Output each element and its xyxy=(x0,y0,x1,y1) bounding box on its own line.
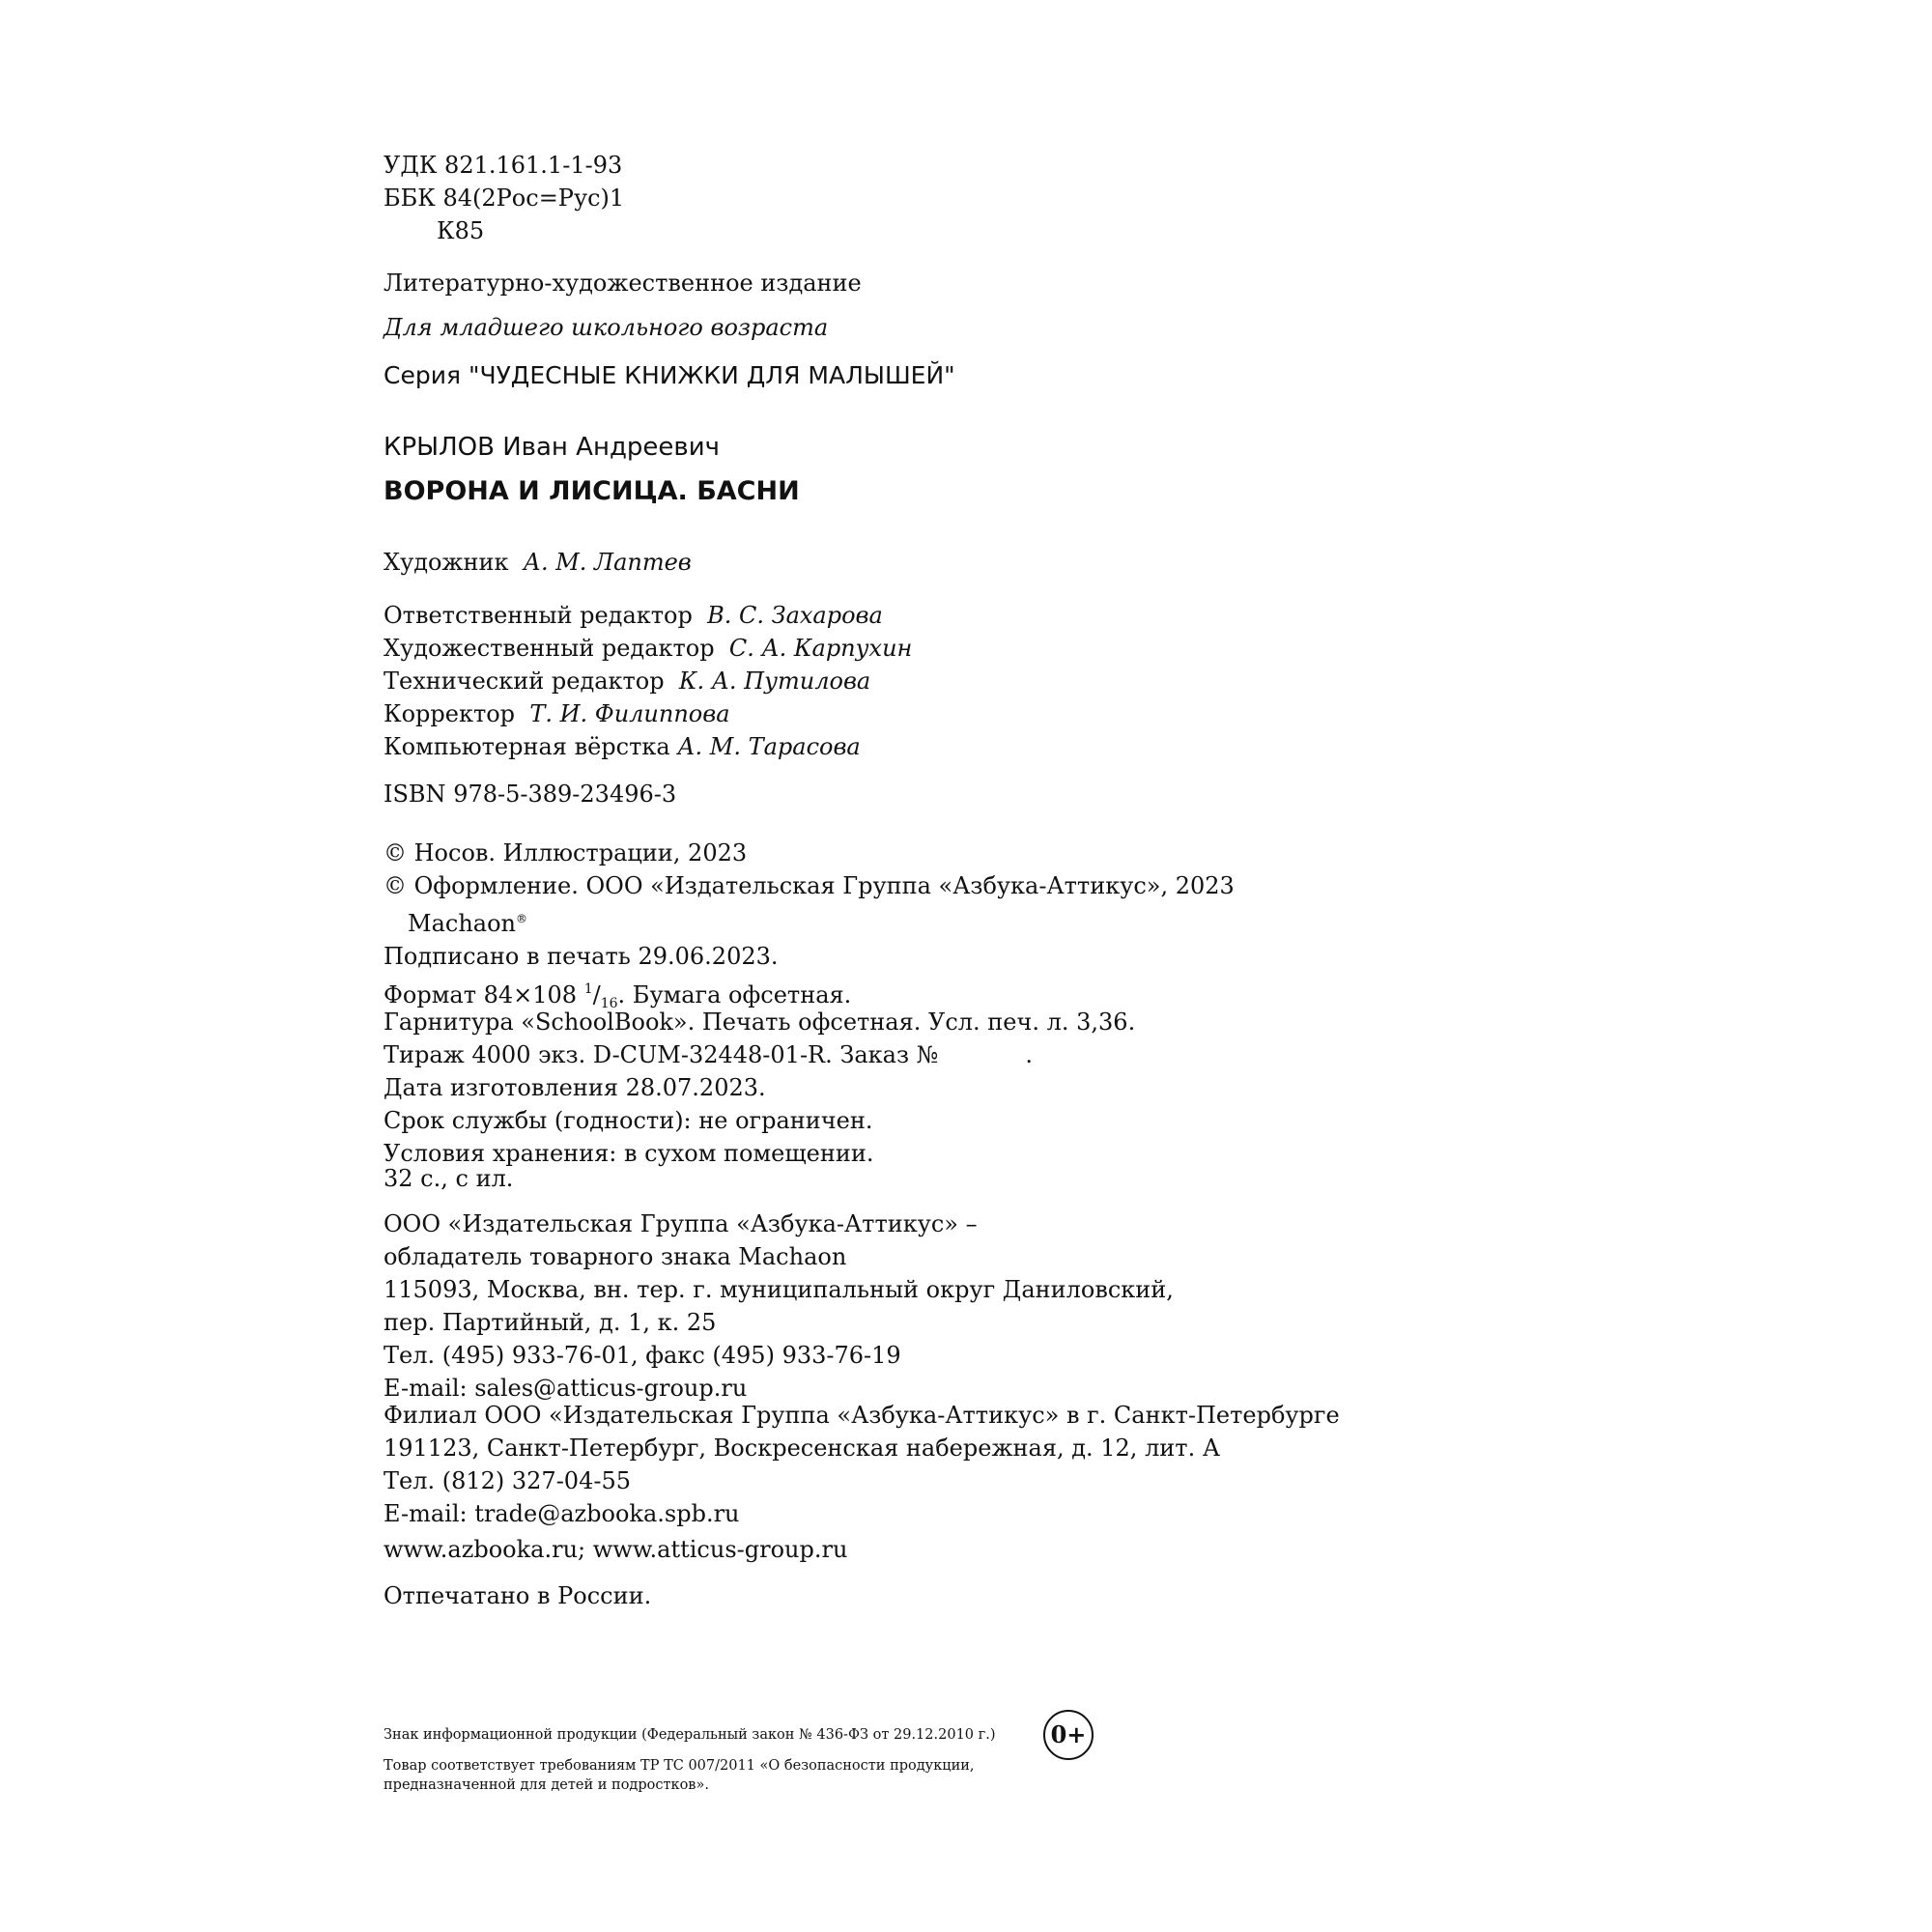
classification-block xyxy=(384,149,624,247)
publisher-line: Тел. (495) 933-76-01, факс (495) 933-76-19 xyxy=(384,1342,901,1369)
artist-name: А. М. Лаптев xyxy=(523,549,692,576)
credit-row xyxy=(384,599,912,632)
credit-role: Корректор xyxy=(384,700,516,727)
registered-mark: ® xyxy=(516,912,527,925)
compliance-line: предназначенной для детей и подростков». xyxy=(384,1777,709,1793)
book-title: ВОРОНА И ЛИСИЦА. БАСНИ xyxy=(384,476,800,506)
series-line xyxy=(384,359,955,392)
edition-series: Серия "ЧУДЕСНЫЕ КНИЖКИ ДЛЯ МАЛЫШЕЙ" xyxy=(384,361,955,389)
publisher-line: ООО «Издательская Группа «Азбука-Аттикус» – xyxy=(384,1210,978,1237)
publisher-line: пер. Партийный, д. 1, к. 25 xyxy=(384,1309,717,1336)
format-prefix: Формат 84×108 xyxy=(384,981,584,1009)
edition-type: Литературно-художественное издание xyxy=(384,270,862,297)
publisher-block xyxy=(384,1208,1174,1405)
branch-line: Тел. (812) 327-04-55 xyxy=(384,1467,631,1494)
brand-name: Machaon xyxy=(408,910,516,937)
artist-line xyxy=(384,546,692,579)
credit-role: Технический редактор xyxy=(384,668,665,695)
compliance-line: Товар соответствует требованиям ТР ТС 007/2011 «О безопасности продукции, xyxy=(384,1758,975,1774)
edition-age: Для младшего школьного возраста xyxy=(384,314,829,341)
credit-role: Художественный редактор xyxy=(384,635,715,662)
isbn-line xyxy=(384,778,676,810)
credit-role: Компьютерная вёрстка xyxy=(384,733,670,760)
run-prefix: Тираж 4000 экз. D-CUM-32448-01-R. Заказ № xyxy=(384,1041,939,1068)
footer-block-2 xyxy=(384,1756,975,1795)
printed-line xyxy=(384,1579,651,1612)
credit-name: К. А. Путилова xyxy=(678,668,871,695)
publisher-email: E-mail: sales@atticus-group.ru xyxy=(384,1375,748,1402)
credit-row xyxy=(384,697,912,730)
branch-line: Филиал ООО «Издательская Группа «Азбука-Аттикус» в г. Санкт-Петербурге xyxy=(384,1402,1340,1429)
format-suffix: . Бумага офсетная. xyxy=(617,981,852,1009)
branch-email: E-mail: trade@azbooka.spb.ru xyxy=(384,1500,740,1527)
print-made: Дата изготовления 28.07.2023. xyxy=(384,1074,766,1101)
age-line xyxy=(384,311,828,344)
branch-block xyxy=(384,1399,1340,1530)
credit-name: Т. И. Филиппова xyxy=(529,700,730,727)
run-suffix: . xyxy=(1025,1041,1034,1068)
branch-line: 191123, Санкт-Петербург, Воскресенская набережная, д. 12, лит. А xyxy=(384,1435,1221,1462)
publisher-line: обладатель товарного знака Machaon xyxy=(384,1243,847,1270)
print-run xyxy=(384,1038,1135,1071)
isbn: ISBN 978-5-389-23496-3 xyxy=(384,781,677,808)
footer-block xyxy=(384,1725,996,1745)
artist-role: Художник xyxy=(384,549,509,576)
info-product-sign: Знак информационной продукции (Федеральный закон № 436-ФЗ от 29.12.2010 г.) xyxy=(384,1727,996,1743)
printed-in: Отпечатано в России. xyxy=(384,1582,652,1609)
credit-name: В. С. Захарова xyxy=(707,602,883,629)
artist-row xyxy=(384,546,692,579)
bbk-code: ББК 84(2Рос=Рус)1 xyxy=(384,185,625,212)
brand-line xyxy=(384,902,1235,935)
publisher-line: 115093, Москва, вн. тер. г. муниципальный округ Даниловский, xyxy=(384,1276,1174,1303)
format-denominator: 16 xyxy=(600,996,618,1011)
print-typeface: Гарнитура «SchoolBook». Печать офсетная. Усл. печ. л. 3,36. xyxy=(384,1009,1136,1036)
copyright-block xyxy=(384,837,1235,935)
print-shelf: Срок службы (годности): не ограничен. xyxy=(384,1107,873,1134)
copyright-illustrations: © Носов. Иллюстрации, 2023 xyxy=(384,839,748,867)
print-block xyxy=(384,940,1135,1170)
print-signed: Подписано в печать 29.06.2023. xyxy=(384,943,779,970)
age-rating-badge: 0+ xyxy=(1043,1710,1094,1760)
print-format: Формат 84×108 $^1/_{16}$. Бумага офсетная. xyxy=(384,981,852,1011)
credit-name: С. А. Карпухин xyxy=(728,635,913,662)
credits-block xyxy=(384,599,912,763)
author-mark: К85 xyxy=(437,217,485,244)
credit-name: А. М. Тарасова xyxy=(677,733,861,760)
credit-row xyxy=(384,632,912,665)
book-block xyxy=(384,430,800,509)
websites-line xyxy=(384,1533,847,1566)
pages: 32 с., с ил. xyxy=(384,1165,514,1192)
book-author: КРЫЛОВ Иван Андреевич xyxy=(384,433,721,462)
credit-row xyxy=(384,665,912,697)
websites: www.azbooka.ru; www.atticus-group.ru xyxy=(384,1536,848,1563)
credit-role: Ответственный редактор xyxy=(384,602,693,629)
print-storage: Условия хранения: в сухом помещении. xyxy=(384,1140,874,1167)
format-numerator: 1 xyxy=(583,981,593,997)
credit-row xyxy=(384,730,912,763)
edition-block xyxy=(384,267,862,299)
pages-line xyxy=(384,1162,513,1195)
copyright-design: © Оформление. ООО «Издательская Группа «Азбука-Аттикус», 2023 xyxy=(384,872,1235,899)
udk-code: УДК 821.161.1-1-93 xyxy=(384,152,623,179)
